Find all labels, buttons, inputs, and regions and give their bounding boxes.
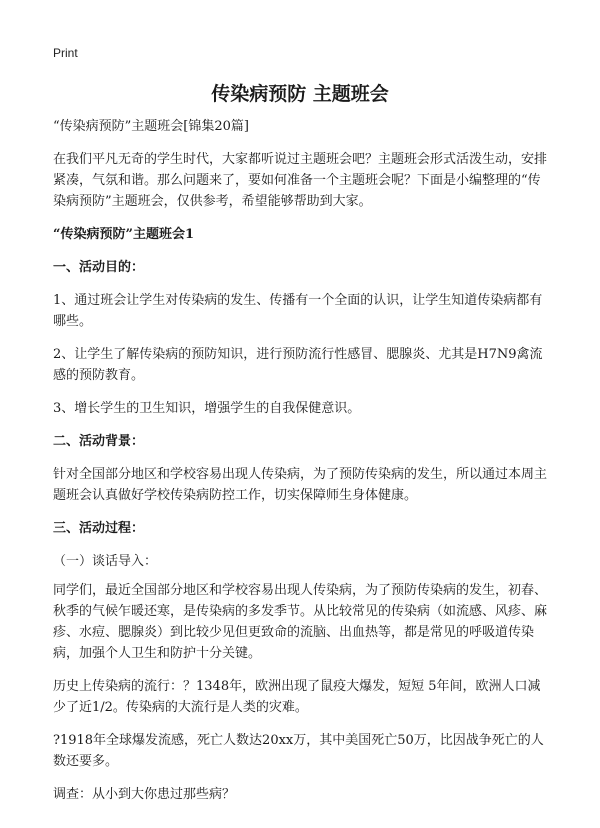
collection-line: “传染病预防”主题班会[锦集20篇] [53, 119, 249, 134]
body-paragraph: 历史上传染病的流行：？1348年，欧洲出现了鼠疫大爆发，短短 5年间，欧洲人口减少了近1/2。传染病的大流行是人类的灾难。 [53, 679, 541, 715]
document-title: 传染病预防 主题班会 [211, 83, 389, 105]
purpose-item: 3、增长学生的卫生知识，增强学生的自我保健意识。 [53, 401, 361, 416]
purpose-item: 1、通过班会让学生对传染病的发生、传播有一个全面的认识，让学生知道传染病都有哪些。 [53, 293, 543, 329]
purpose-heading: 一、活动目的： [53, 260, 145, 275]
background-heading: 二、活动背景： [53, 434, 145, 449]
sub-heading: （一）谈话导入： [53, 554, 158, 569]
print-link[interactable]: Print [53, 46, 78, 60]
body-paragraph: ?1918年全球爆发流感，死亡人数达20xx万，其中美国死亡50万，比因战争死亡的人数还要多。 [53, 733, 544, 769]
section-title: “传染病预防”主题班会1 [53, 227, 195, 242]
background-paragraph: 针对全国部分地区和学校容易出现人传染病，为了预防传染病的发生，所以通过本周主题班会认真做好学校传染病防控工作，切实保障师生身体健康。 [53, 467, 548, 503]
document-body [53, 116, 553, 817]
process-heading: 三、活动过程： [53, 521, 145, 536]
intro-paragraph: 在我们平凡无奇的学生时代，大家都听说过主题班会吧？主题班会形式活泼生动，安排紧凑，气氛和谐。那么问题来了，要如何准备一个主题班会呢？下面是小编整理的“传染病预防”主题班会，仅供参考，希望能够帮助到大家。 [53, 152, 548, 209]
body-paragraph: 调查：从小到大你患过那些病？ [53, 787, 236, 802]
purpose-item: 2、让学生了解传染病的预防知识，进行预防流行性感冒、腮腺炎、尤其是H7N9禽流感的预防教育。 [53, 347, 543, 383]
body-paragraph: 同学们，最近全国部分地区和学校容易出现人传染病，为了预防传染病的发生，初春、秋季的气候乍暖还寒，是传染病的多发季节。从比较常见的传染病（如流感、风疹、麻疹、水痘、腮腺炎）到比较少见但更致命的流脑、出血热等，都是常见的呼吸道传染病，加强个人卫生和防护十分关键。 [53, 583, 548, 661]
